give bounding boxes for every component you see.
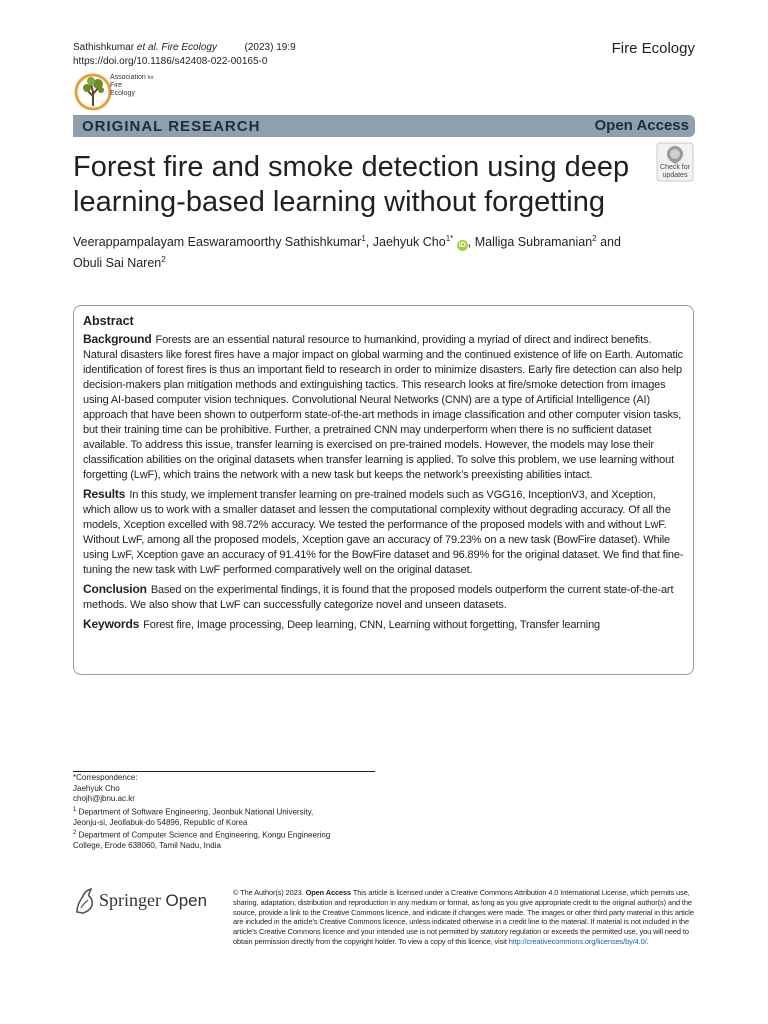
license-text: © The Author(s) 2023. Open Access This article is licensed under a Creative Commons Attribution 4.0 International License, which permits use, sharing, adaptation, distribution and reproduction in any medium or format, as long as you give appropriate credit to the original author(s) and the source, provide a link to the Creative Commons licence, and indicate if changes were made. The images or other third party material in this article are included in the article’s Creative Commons licence, unless indicated otherwise in a credit line to the material. If material is not included in the article’s Creative Commons licence and your intended use is not permitted by statutory regulation or exceeds the permitted use, you will need to obtain permission directly from the copyright holder. To view a copy of this licence, visit http://creativecommons.org/licenses/by/4.0/. — [233, 888, 694, 946]
author-3[interactable]: Malliga Subramanian — [474, 235, 593, 250]
article-type-bar — [73, 115, 695, 137]
abstract-keywords: Keywords Forest fire, Image processing, Deep learning, CNN, Learning without forgetting, Transfer learning — [83, 617, 601, 631]
abstract-conclusion: Conclusion Based on the experimental findings, it is found that the proposed models outperform the current state-of-the-art methods. We also show that LwF can successfully categorize novel and unseen datasets. — [83, 582, 674, 611]
article-title: Forest fire and smoke detection using deep learning-based learning without forgetting — [73, 151, 630, 218]
correspondence-email[interactable]: chojh@jbnu.ac.kr — [73, 794, 135, 803]
footnote-rule — [73, 771, 375, 772]
article-type-label: ORIGINAL RESEARCH — [82, 118, 261, 135]
doi-link[interactable]: https://doi.org/10.1186/s42408-022-00165-0 — [73, 56, 268, 67]
association-text: Association for Fire Ecology — [110, 74, 154, 97]
journal-title-right: Fire Ecology — [611, 40, 695, 57]
citation-line — [73, 41, 296, 55]
association-logo — [73, 70, 193, 114]
open-access-label: Open Access — [594, 117, 689, 134]
author-4[interactable]: Obuli Sai Naren — [73, 256, 162, 271]
journal-name: Fire Ecology — [161, 42, 217, 53]
volume-info: (2023) 19:9 — [244, 42, 296, 53]
abstract-heading: Abstract — [83, 314, 134, 328]
et-al: et al. — [136, 42, 159, 53]
abstract-box — [73, 305, 694, 675]
springer-wordmark: Springer Open — [99, 890, 208, 910]
running-header — [73, 41, 296, 69]
springer-horse-logo — [73, 886, 97, 916]
abstract-background: Background Forests are an essential natural resource to humankind, providing a myriad of direct and indirect benefits. Natural disasters like forest fires have a major impact on global warming and the continued existence of life on Earth. Automatic identification of forest fires is thus an important field to research in order to minimize disasters. Early fire detection can also help decision-makers plan mitigation methods and extinguishing tactics. This research looks at fire/smoke detection from images using AI-based computer vision techniques. Convolutional Neural Networks (CNN) are a type of Artificial Intelligence (AI) approach that have been shown to outperform state-of-the-art methods in image classification and other computer vision tasks, but their training time can be prohibitive. Further, a pretrained CNN may underperform when there is no sufficient dataset available. To address this issue, transfer learning is exercised on pre-trained models. However, the models may lose their classification abilities on the original datasets when transfer learning is applied. To solve this problem, we use learning without forgetting (LwF), which trains the network with a new task but keeps the network’s preexisting abilities intact. — [83, 332, 684, 481]
orcid-icon[interactable]: iD — [458, 242, 466, 250]
author-2[interactable]: Jaehyuk Cho — [372, 235, 446, 250]
check-for-updates-text: Check for updates — [660, 164, 690, 179]
abstract-results: Results In this study, we implement transfer learning on pre-trained models such as VGG16, InceptionV3, and Xception, which allow us to work with a smaller dataset and lessen the computational complexity without degrading accuracy. Of all the models, Xception excelled with 98.72% accuracy. We tested the performance of the proposed models with and without LwF. Without LwF, among all the proposed models, Xception gave an accuracy of 79.23% on a new task (BowFire dataset). While using LwF, Xception gave an accuracy of 91.41% for the BowFire dataset and 96.89% for the original dataset. We find that fine-tuning the new task with LwF performed comparatively well on the original dataset. — [83, 487, 684, 576]
correspondence-block: *Correspondence: Jaehyuk Cho chojh@jbnu.ac.kr $^1$ Department of Software Engineering, Jeonbuk National University, Jeonju-si, Jeollabuk-do 54896, Republic of Korea $^2$ Department of Computer Science and Engineering, Kongu Engineering College, Erode 638060, Tamil Nadu, India — [73, 773, 373, 852]
author-list: Veerappampalayam Easwaramoorthy Sathishkumar$^1$, Jaehyuk Cho$^{1*}$ iD , Malliga Subramanian$^2$ and Obuli Sai Naren$^2$ — [73, 234, 621, 271]
license-link[interactable]: http://creativecommons.org/licenses/by/4.0/ — [508, 936, 647, 946]
tree-in-circle-logo — [73, 70, 113, 114]
springer-open-logo — [73, 886, 223, 918]
author-1[interactable]: Veerappampalayam Easwaramoorthy Sathishkumar — [73, 235, 362, 250]
author-short: Sathishkumar — [73, 42, 135, 53]
